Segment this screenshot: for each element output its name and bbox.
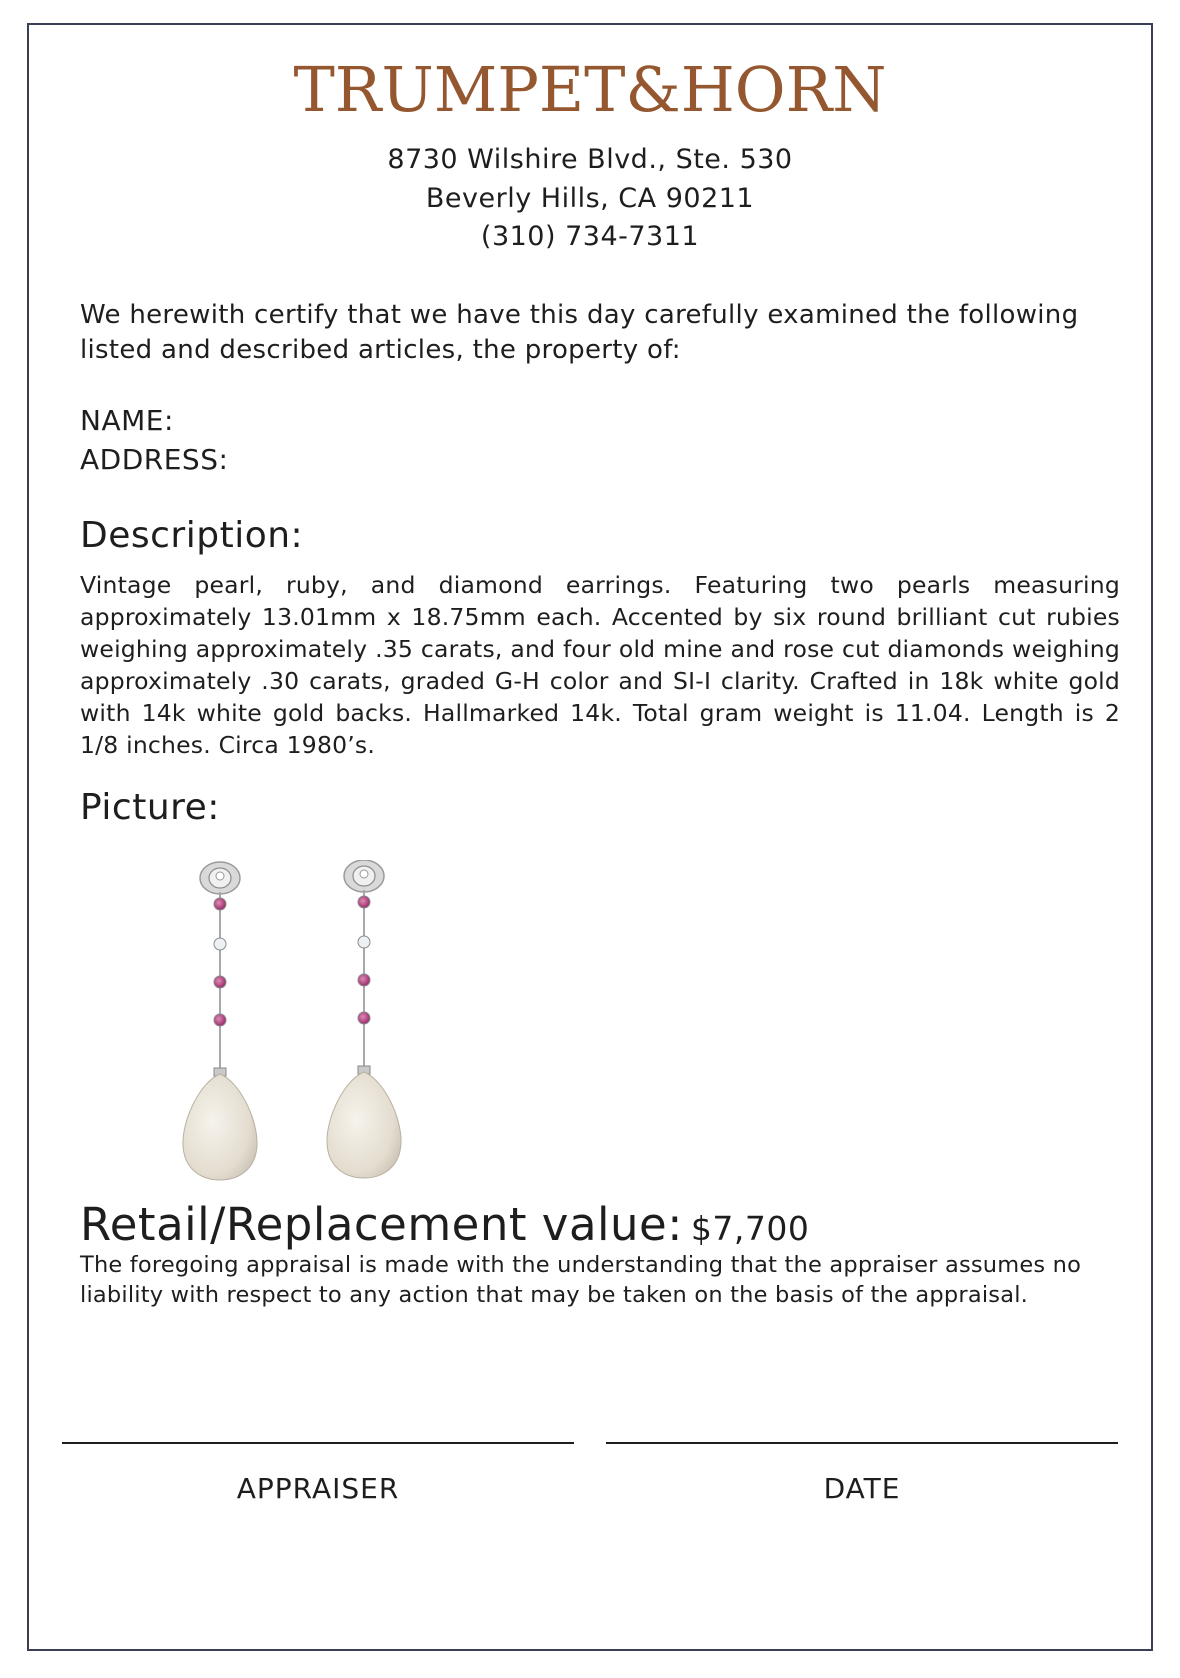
date-signature-line xyxy=(606,1442,1118,1444)
name-label: NAME: xyxy=(80,404,174,437)
valuation-label: Retail/Replacement value: xyxy=(80,1198,683,1251)
certification-statement: We herewith certify that we have this day carefully examined the following listed and described articles, the property of: xyxy=(80,300,1079,365)
disclaimer-text: The foregoing appraisal is made with the understanding that the appraiser assumes no liability with respect to any action that may be taken on the basis of the appraisal. xyxy=(80,1252,1082,1308)
valuation-amount: $7,700 xyxy=(690,1209,810,1248)
appraiser-label: APPRAISER xyxy=(236,1472,400,1505)
valuation-row xyxy=(80,1198,809,1251)
picture-heading: Picture: xyxy=(80,787,220,828)
brand-logo: TRUMPET&HORN xyxy=(293,53,887,126)
phone-number: (310) 734-7311 xyxy=(480,221,700,252)
date-label: DATE xyxy=(823,1472,901,1505)
description-text: Vintage pearl, ruby, and diamond earrings. Featuring two pearls measuring approximately 13.01mm x 18.75mm each. Accented by six round brilliant cut rubies weighing approximately .35 carats, and four old mine and rose cut diamonds weighing approximately .30 carats, graded G-H color and SI-I clarity. Crafted in 18k white gold with 14k white gold backs. Hallmarked 14k. Total gram weight is 11.04. Length is 2 1/8 inches. Circa 1980’s. xyxy=(80,571,1120,759)
description-heading: Description: xyxy=(80,515,304,556)
address-label: ADDRESS: xyxy=(80,443,229,476)
address-line-2: Beverly Hills, CA 90211 xyxy=(425,183,755,214)
document-border xyxy=(27,23,1153,1651)
appraiser-signature-line xyxy=(62,1442,574,1444)
earrings-photo xyxy=(170,860,430,1190)
address-line-1: 8730 Wilshire Blvd., Ste. 530 xyxy=(387,144,793,175)
